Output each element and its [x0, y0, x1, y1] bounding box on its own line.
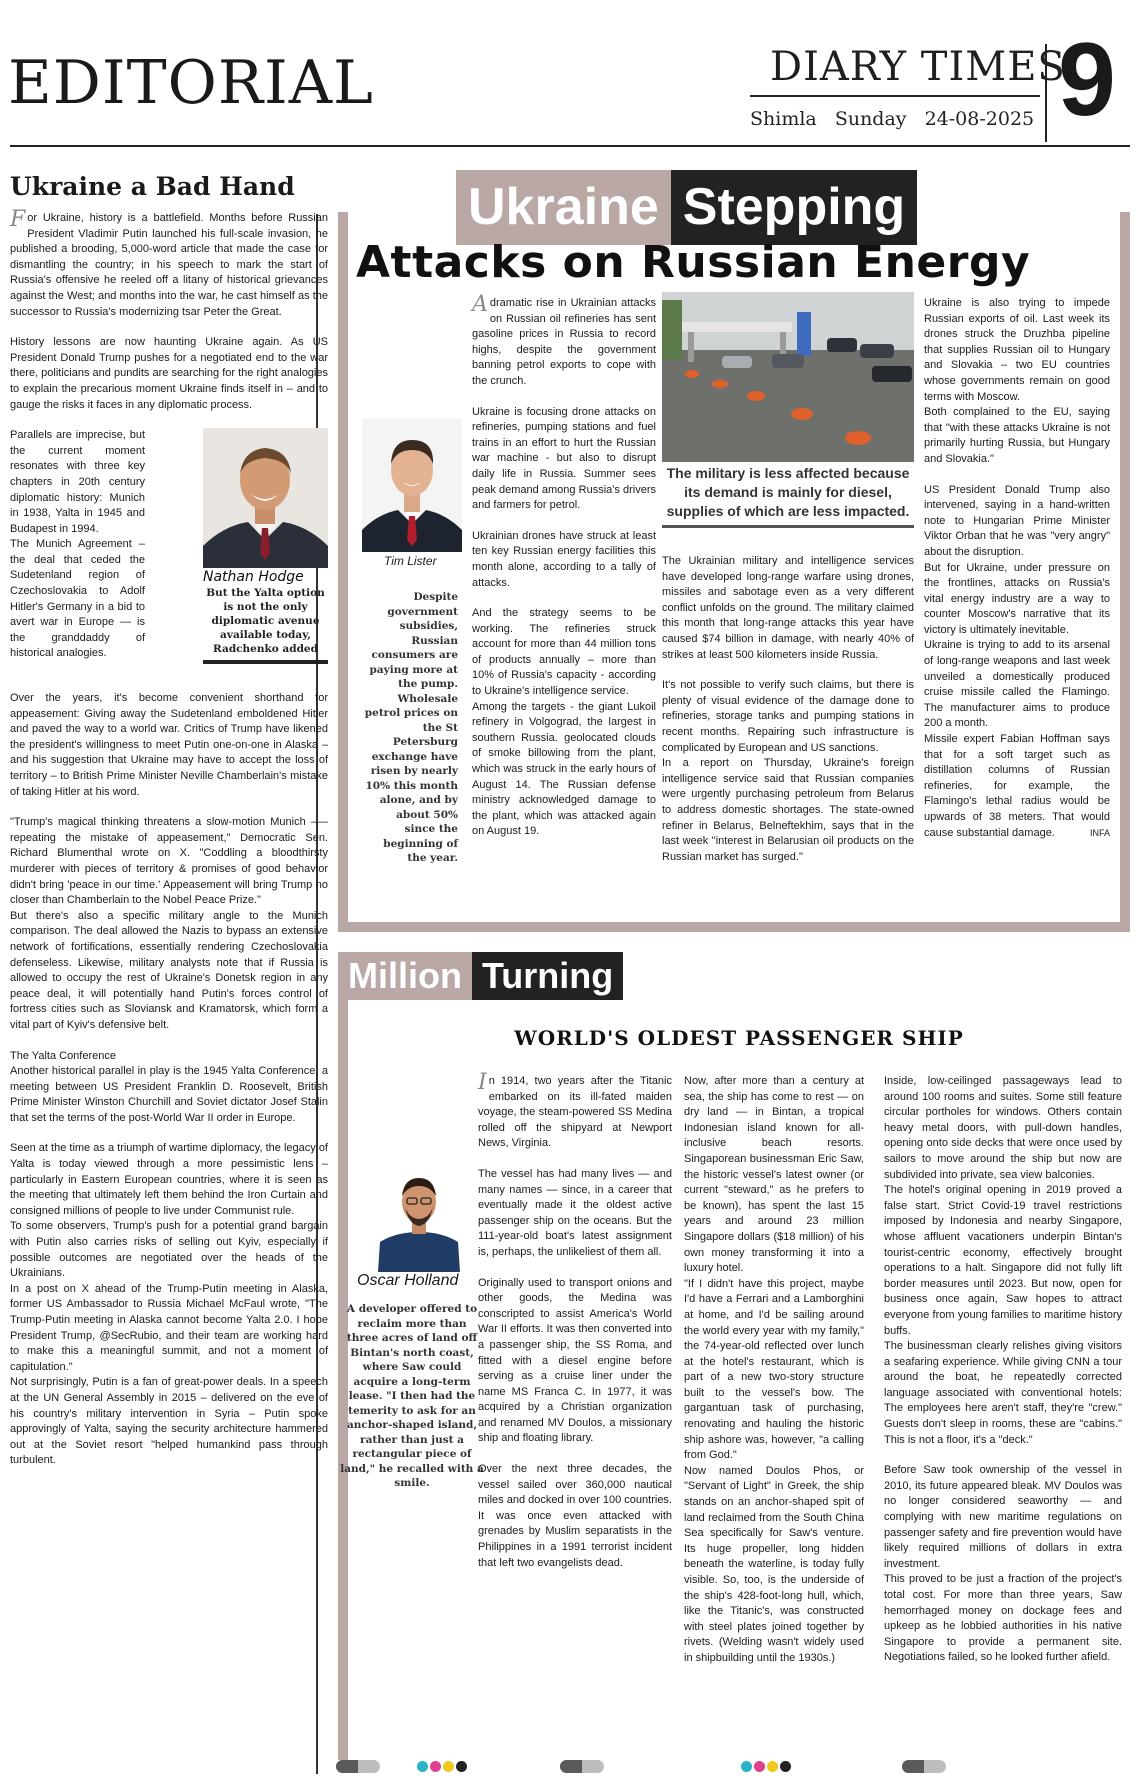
story-column-2 [662, 554, 914, 880]
paragraph: Originally used to transport onions and other goods, the Medina was conscripted to assist America's World War II efforts. It was then converted into a passenger ship, the SS Roma, and fitted with a diesel engine before serving as a cruise liner under the name MS Franca C. In 1977, it was acquired by a Christian organization and renamed MV Doulos, a missionary ship and floating library. [478, 1276, 672, 1445]
paragraph: Missile expert Fabian Hoffman says that for a soft target such as distillation columns of Russian refineries, for example, the Flamingo's lethal radius would be upwards of 38 meters. That would cause substantial damage. INFA [924, 732, 1110, 841]
pull-quote: Despite government subsidies, Russian consumers are paying more at the pump. Wholesale petrol prices on the St Petersburg exchange have risen by nearly 10% this month alone, and by about 50% since the beginning of the year. [364, 591, 458, 864]
paragraph: Inside, low-ceilinged passageways lead to around 100 rooms and suites. Some still feature circular portholes for windows. Others contain heavy metal doors, with pull-down handles, opening onto side decks that were once used by sailors to move around the ship but now are subdivided into private, sea view balconies. [884, 1075, 1122, 1181]
story-photo [662, 292, 914, 462]
paragraph: And the strategy seems to be working. The refineries struck account for more than 44 million tons of products annually – more than 10% of Russia's capacity - according to Ukraine's intelligence service. [472, 607, 656, 698]
issue-day: Sunday [834, 108, 907, 130]
paragraph: In a post on X ahead of the Trump-Putin meeting in Alaska, former US Ambassador to Russia Michael McFaul wrote, "The Trump-Putin meeting in Alaska cannot become Yalta 2.0. I hope President Trump, @SecRubio, and their team are working hard to make this a meaningful summit, and not a moment of capitulation." [10, 1282, 328, 1373]
kicker-dark: Stepping [671, 170, 917, 245]
paragraph: "If I didn't have this project, maybe I'd have a Ferrari and a Lamborghini at home, and I'd be sailing around the world every year with my family," the 74-year-old reflected over lunch at the hotel's restaurant, which is part of a new two-story structure built to the vessel's bow. The gargantuan task of purchasing, renovating and hauling the historic ship ashore was, however, "a calling from God." [684, 1277, 864, 1462]
drop-cap: I [478, 1070, 487, 1095]
footer-pill [336, 1759, 380, 1773]
color-pill [336, 1760, 380, 1773]
author-portrait-icon [372, 1162, 466, 1272]
magenta-dot [754, 1761, 765, 1772]
story-column-2 [684, 1074, 864, 1667]
paragraph: Another historical parallel in play is the 1945 Yalta Conference, a meeting between US President Franklin D. Roosevelt, British Prime Minister Winston Churchill and Soviet dictator Josef Stalin that set the terms of the post-World War II order in Europe. [10, 1065, 328, 1124]
paragraph: Now named Doulos Phos, or "Servant of Light" in Greek, the ship stands on an anchor-shaped spit of land reclaimed from the South China Sea specifically for Saw's venture. Its huge propeller, long hidden beneath the waterline, is today fully visible. So, too, is the underside of the ship's 428-foot-long hull, which, like the Titanic's, was constructed with steel plates joined together by rivets. (Welding wasn't widely used in shipbuilding until the 1930s.) [684, 1464, 864, 1664]
story-column-3 [924, 296, 1110, 841]
cyan-dot [741, 1761, 752, 1772]
paragraph: Ukraine is focusing drone attacks on refineries, pumping stations and fuel trains in an effort to hurt the Russian war machine - but also to disrupt daily life in Russia. Summer sees peak demand among Russia's drivers and farmers for petrol. [472, 405, 656, 512]
paragraph: Over the years, it's become convenient shorthand for appeasement: Giving away the Sudetenland emboldened Hitler and paved the way to a world war. Critics of Trump have likened the president's willingness to meet Putin one-on-one in Alaska – and his suggestion that Ukraine may have to accept the loss of territory – to British Prime Minister Neville Chamberlain's mistake of taking Hitler at his word. [10, 692, 328, 798]
pull-quote-rule [203, 660, 328, 664]
story-kicker [456, 170, 917, 245]
story-headline: Attacks on Russian Energy [356, 237, 1031, 288]
author-photo [362, 418, 462, 552]
story-column-3 [884, 1074, 1122, 1666]
yellow-dot [443, 1761, 454, 1772]
footer-pill [560, 1759, 604, 1773]
black-dot [456, 1761, 467, 1772]
drop-cap: F [10, 207, 26, 232]
issue-meta [750, 108, 1046, 130]
kicker-light: Ukraine [456, 170, 671, 245]
black-dot [780, 1761, 791, 1772]
author-byline: Oscar Holland [357, 1272, 459, 1289]
kicker-dark: Turning [472, 952, 623, 1000]
paragraph: Over the next three decades, the vessel sailed over 360,000 nautical miles and docked in over 100 countries. It was once even attacked with grenades by Muslim separatists in the Philippines in a 1991 terrorist incident that left two evangelists dead. [478, 1463, 672, 1569]
author-byline: Tim Lister [384, 554, 437, 568]
pull-quote: A developer offered to reclaim more than three acres of land off Bintan's north coast, where Saw could acquire a long-term lease. "I then had the temerity to ask for an anchor-shaped island, rather than just a rectangular piece of land," he recalled with a smile. [340, 1303, 484, 1489]
paragraph: Parallels are imprecise, but the current moment resonates with three key chapters in 20th century diplomatic history: Munich in 1938, Yalta in 1945 and Budapest in 1994. [10, 429, 145, 535]
footer-dots [416, 1759, 468, 1773]
masthead-divider [750, 95, 1040, 97]
editorial-body [10, 207, 328, 1469]
paragraph: The Ukrainian military and intelligence services have developed long-range warfare using drones, missiles and sabotage even as a very different conflict unfolds on the ground. The military claimed this month that long-range attacks this year have caused $74 billion in damage, with nearly 40% of strikes at least 500 kilometers inside Russia. [662, 555, 914, 661]
paragraph: "Trump's magical thinking threatens a slow-motion Munich —–repeating the mistake of appeasement," Democratic Sen. Richard Blumenthal wrote on X. "Coddling a bloodthirsty murderer with pieces of territory & promises of good behavior didn't bring 'peace in our time.' Appeasement will bring Trump no closer than Chamberlain to the Nobel Peace Prize." [10, 816, 328, 907]
author-photo [372, 1162, 466, 1272]
paragraph: For Ukraine, history is a battlefield. Months before Russian President Vladimir Putin launched his full-scale invasion, he published a brooding, 5,000-word article that made the case for dismantling the country; in his speech to mark the start of Russia's offensive he reeled off a litany of historical grievances against the West; and months into the war, he cast himself as the successor to Russia's modernizing tsar Peter the Great. [10, 207, 328, 318]
paragraph: In a report on Thursday, Ukraine's foreign intelligence service said that Russian companies were urgently purchasing petroleum from Belarus to address domestic shortages. The state-owned refiner in Belarus, Belneftekhim, says that in the last week "interest in Belarusian oil products on the Russian market has surged." [662, 757, 914, 863]
photo-caption: The military is less affected because its demand is mainly for diesel, supplies of which are less impacted. [662, 464, 914, 528]
editorial-column [10, 152, 328, 1469]
paragraph: It's not possible to verify such claims, but there is plenty of visual evidence of the damage done to refineries, storage tanks and pumping stations in recent months. Repairing such infrastructure is complicated by European and US sanctions. [662, 679, 914, 754]
masthead-rule [10, 145, 1130, 147]
color-pill [560, 1760, 604, 1773]
kicker-light: Million [338, 952, 472, 1000]
issue-city: Shimla [750, 108, 817, 130]
paragraph: But there's also a specific military angle to the Munich comparison. The deal allowed the Nazis to bypass an extensive network of fortifications, essentially rendering Czechoslovakia defenseless. Likewise, military analysts note that if Russia is allowed to occupy the rest of Ukraine's Donetsk region in any peace deal, it will potentially hand Putin's forces control of fortress cities such as Sloviansk and Kramatorsk, which form a vital part of Kyiv's defensive belt. [10, 909, 328, 1031]
masthead [0, 0, 1140, 150]
page-number-divider [1045, 44, 1047, 142]
author-photo [203, 428, 328, 568]
paragraph: Ukrainian drones have struck at least ten key Russian energy facilities this month alone, according to a tally of attacks. [472, 529, 656, 589]
color-pill [902, 1760, 946, 1773]
credit: INFA [1089, 827, 1110, 838]
footer-pill [902, 1759, 946, 1773]
paragraph: Ukraine is also trying to impede Russian exports of oil. Last week its drones struck the Druzhba pipeline that supplies Russian oil to Hungary and Slovakia – two EU countries whose governments remain on good terms with Moscow. [924, 297, 1110, 403]
page-number: 9 [1058, 22, 1116, 138]
paragraph: Seen at the time as a triumph of wartime diplomacy, the legacy of Yalta is today viewed through a more pessimistic lens – particularly in Eastern European countries, where it is seen as the meeting that ultimately left them behind the Iron Curtain and consigned millions of people to live under Communist rule. [10, 1142, 328, 1217]
author-box [203, 428, 328, 664]
paragraph: The businessman clearly relishes giving visitors a seafaring experience. While giving CNN a tour around the boat, he repeatedly corrected language associated with conventional hotels: The employees here aren't staff, they're "crew." Guests don't sleep in rooms, these are "cabins." This is not a floor, it's a "deck." [884, 1340, 1122, 1446]
story-headline: WORLD'S OLDEST PASSENGER SHIP [514, 1026, 964, 1050]
paragraph: US President Donald Trump also intervened, saying in a hand-written note to Hungarian Prime Minister Viktor Orban that he was "very angry" about the disruption. [924, 483, 1110, 558]
paragraph: Not surprisingly, Putin is a fan of great-power deals. In a speech at the UN General Assembly in 2015 – delivered on the eve of his country's military intervention in Syria – Putin spoke approvingly of Yalta, saying the security architecture hammered out at the Soviet resort "helped humankind pass through turbulent. [10, 1376, 328, 1467]
yellow-dot [767, 1761, 778, 1772]
paragraph: The Munich Agreement – the deal that ceded the Sudetenland region of Czechoslovakia to Adolf Hitler's Germany in a bid to avert war in Europe — is the granddaddy of historical analogies. [10, 538, 145, 660]
footer-dots [740, 1759, 792, 1773]
author-inset [10, 428, 328, 677]
paragraph: Before Saw took ownership of the vessel in 2010, its future appeared bleak. MV Doulos was no longer considered seaworthy — and complying with new maritime regulations on passenger safety and fire prevention would have likely required millions of dollars in extra investment. [884, 1464, 1122, 1570]
paragraph: History lessons are now haunting Ukraine again. As US President Donald Trump pushes for a negotiated end to the war there, politicians and pundits are searching for the right analogies to explain the precarious moment Ukraine finds itself in – and to gauge the risks it faces in any diplomatic process. [10, 336, 328, 411]
paragraph: Among the targets - the giant Lukoil refinery in Volgograd, the largest in southern Russia. geolocated clouds of smoke billowing from the plant, which was struck in the early hours of August 14. The Russian defense ministry acknowledged damage to the plant, which was attacked again on August 19. [472, 700, 656, 838]
paragraph: Ukraine is trying to add to its arsenal of long-range weapons and last week unveiled a domestically produced cruise missile called the Flamingo. The manufacturer aims to produce 200 a month. [924, 639, 1110, 730]
issue-date: 24-08-2025 [924, 108, 1035, 130]
paragraph: Both complained to the EU, saying that "with these attacks Ukraine is not primarily hurting Russia, but Hungary and Slovakia." [924, 406, 1110, 465]
magenta-dot [430, 1761, 441, 1772]
cyan-dot [417, 1761, 428, 1772]
subheading: The Yalta Conference [10, 1049, 116, 1062]
paragraph: To some observers, Trump's push for a potential grand bargain with Putin also carries risks of selling out Kyiv, especially if possible outcomes are negotiated over the heads of the Ukrainians. [10, 1220, 328, 1280]
paragraph: But for Ukraine, under pressure on the frontlines, attacks on Russia's vital energy industry are a way to counter Moscow's narrative that its victory is ultimately inevitable. [924, 561, 1110, 636]
fuel-station-photo-icon [662, 292, 914, 462]
paragraph: In 1914, two years after the Titanic embarked on its ill-fated maiden voyage, the steam-powered SS Medina rolled off the shipyard at Newport News, Virginia. [478, 1070, 672, 1150]
paragraph: This proved to be just a fraction of the project's total cost. For more than three years, Saw hemorrhaged money on dockage fees and upkeep as he lobbied authorities in his native Singapore to provide a permanent site. Negotiations failed, so he looked further afield. [884, 1573, 1122, 1664]
paragraph: The hotel's original opening in 2019 proved a false start. Strict Covid-19 travel restrictions imposed by Indonesia and nearby Singapore, whose affluent vacationers underpin Bintan's tourist-centric economy, effectively brought operations to a halt. Singapore did not fully lift border measures until 2023. But now, open for business once again, Saw hopes to attract everyone from young families to maritime history buffs. [884, 1184, 1122, 1337]
paragraph: Now, after more than a century at sea, the ship has come to rest — on dry land — in Bintan, a tropical Indonesian island known for all-inclusive beach resorts. Singaporean businessman Eric Saw, the historic vessel's latest owner (or current "steward," as he prefers to be known), has spent the last 15 years and around 23 million Singapore dollars ($18 million) of his own money transforming it into a luxury hotel. [684, 1075, 864, 1275]
story-column-1 [472, 292, 656, 855]
pull-quote: But the Yalta option is not the only diplomatic avenue available today, Radchenko added [206, 586, 325, 655]
paragraph: The vessel has had many lives — and many names — since, in a career that eventually made it the oldest active passenger ship on the oceans. But the 111-year-old boat's latest assignment is, perhaps, the unlikeliest of them all. [478, 1167, 672, 1258]
author-portrait-icon [203, 428, 328, 568]
author-byline: Nathan Hodge [203, 569, 304, 586]
story-column-1 [478, 1070, 672, 1571]
inset-text [10, 428, 145, 677]
section-title: EDITORIAL [8, 48, 374, 118]
story-kicker [338, 952, 623, 1000]
editorial-title: Ukraine a Bad Hand [10, 172, 295, 201]
paragraph: Adramatic rise in Ukrainian attacks on Russian oil refineries has sent gasoline prices in Russia to record highs, despite the government banning petrol exports to cope with the crunch. [472, 292, 656, 387]
drop-cap: A [472, 292, 488, 317]
paper-name: DIARY TIMES [770, 44, 1066, 90]
author-portrait-icon [362, 418, 462, 552]
